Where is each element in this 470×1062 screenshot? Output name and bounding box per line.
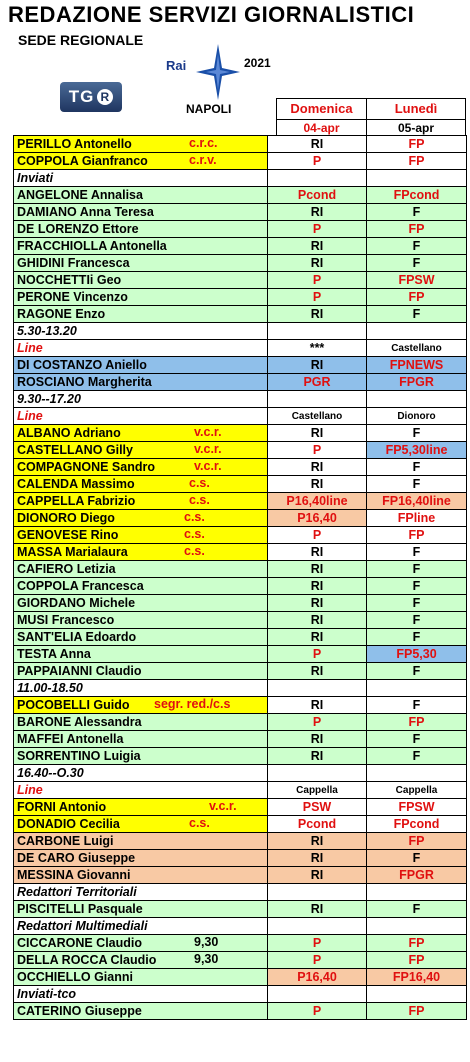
shift-cell-sunday: P	[268, 1003, 367, 1020]
staff-name: MAFFEI Antonella	[17, 731, 124, 746]
staff-name: DONADIO Cecilia	[17, 816, 120, 831]
shift-cell-sunday: P	[268, 646, 367, 663]
staff-name: FRACCHIOLLA Antonella	[17, 238, 167, 253]
staff-cell	[14, 476, 268, 493]
staff-name: OCCHIELLO Gianni	[17, 969, 133, 984]
section-title: Inviati-tco	[17, 986, 77, 1001]
shift-cell-monday: F	[367, 578, 467, 595]
shift-cell-monday: FPGR	[367, 867, 467, 884]
shift-cell-monday: FPcond	[367, 187, 467, 204]
shift-cell-monday: FP	[367, 833, 467, 850]
shift-cell-monday: FP	[367, 952, 467, 969]
shift-cell-sunday	[268, 884, 367, 901]
shift-cell-sunday: RI	[268, 136, 367, 153]
rai-logo-text: Rai	[166, 58, 187, 73]
staff-row	[14, 833, 467, 850]
staff-name: DE CARO Giuseppe	[17, 850, 136, 865]
staff-cell	[14, 544, 268, 561]
staff-cell	[14, 442, 268, 459]
staff-row	[14, 612, 467, 629]
shift-cell-sunday: P16,40line	[268, 493, 367, 510]
staff-name: COPPOLA Francesca	[17, 578, 144, 593]
shift-cell-monday: FP	[367, 1003, 467, 1020]
section-row	[14, 340, 467, 357]
day-date: 05-apr	[397, 121, 435, 135]
staff-cell	[14, 255, 268, 272]
staff-name: SORRENTINO Luigia	[17, 748, 141, 763]
staff-role: c.s.	[184, 527, 205, 541]
section-label	[14, 986, 268, 1003]
shift-cell-sunday: Cappella	[268, 782, 367, 799]
staff-cell	[14, 374, 268, 391]
section-title: Line	[17, 782, 43, 797]
staff-name: CICCARONE Claudio	[17, 935, 142, 950]
staff-row	[14, 374, 467, 391]
staff-name: PAPPAIANNI Claudio	[17, 663, 142, 678]
section-row	[14, 170, 467, 187]
day-date: 04-apr	[303, 121, 340, 135]
staff-name: COPPOLA Gianfranco	[17, 153, 148, 168]
staff-row	[14, 272, 467, 289]
staff-cell	[14, 850, 268, 867]
staff-cell	[14, 969, 268, 986]
shift-cell-monday	[367, 884, 467, 901]
shift-cell-monday: FPSW	[367, 799, 467, 816]
shift-cell-sunday: Pcond	[268, 816, 367, 833]
shift-cell-sunday: RI	[268, 306, 367, 323]
shift-cell-sunday: RI	[268, 901, 367, 918]
staff-row	[14, 493, 467, 510]
shift-cell-sunday	[268, 391, 367, 408]
staff-name: GENOVESE Rino	[17, 527, 119, 542]
shift-cell-sunday	[268, 680, 367, 697]
staff-row	[14, 527, 467, 544]
shift-cell-sunday	[268, 765, 367, 782]
shift-cell-monday	[367, 323, 467, 340]
staff-name: POCOBELLI Guido	[17, 697, 130, 712]
shift-cell-monday: Castellano	[367, 340, 467, 357]
shift-cell-sunday: RI	[268, 833, 367, 850]
shift-cell-sunday: RI	[268, 238, 367, 255]
staff-role: c.r.v.	[189, 153, 217, 167]
section-label	[14, 408, 268, 425]
day-header-2	[366, 98, 466, 136]
staff-name: CARBONE Luigi	[17, 833, 114, 848]
shift-cell-sunday: P16,40	[268, 510, 367, 527]
shift-cell-monday	[367, 391, 467, 408]
section-label	[14, 391, 268, 408]
staff-cell	[14, 561, 268, 578]
staff-cell	[14, 187, 268, 204]
shift-cell-monday: FPGR	[367, 374, 467, 391]
section-title: 9.30--17.20	[17, 391, 81, 406]
shift-cell-monday: FP	[367, 289, 467, 306]
staff-row	[14, 714, 467, 731]
section-title: Inviati	[17, 170, 54, 185]
section-label	[14, 782, 268, 799]
shift-cell-sunday: P	[268, 442, 367, 459]
section-label	[14, 918, 268, 935]
section-title: 16.40--O.30	[17, 765, 84, 780]
staff-name: SANT'ELIA Edoardo	[17, 629, 137, 644]
shift-cell-monday: FP	[367, 527, 467, 544]
shift-cell-monday: F	[367, 425, 467, 442]
shift-cell-monday: F	[367, 901, 467, 918]
staff-name: COMPAGNONE Sandro	[17, 459, 155, 474]
staff-name: CALENDA Massimo	[17, 476, 135, 491]
shift-cell-monday	[367, 918, 467, 935]
shift-cell-monday: F	[367, 544, 467, 561]
staff-cell	[14, 612, 268, 629]
staff-row	[14, 697, 467, 714]
shift-cell-monday: F	[367, 561, 467, 578]
sede-label: SEDE REGIONALE	[18, 32, 144, 48]
staff-cell	[14, 646, 268, 663]
staff-cell	[14, 221, 268, 238]
staff-row	[14, 867, 467, 884]
section-row	[14, 408, 467, 425]
staff-row	[14, 578, 467, 595]
shift-cell-monday	[367, 986, 467, 1003]
staff-role: c.s.	[184, 510, 205, 524]
staff-role: v.c.r.	[194, 425, 222, 439]
staff-cell	[14, 935, 268, 952]
staff-row	[14, 136, 467, 153]
shift-cell-sunday: RI	[268, 748, 367, 765]
staff-name: CATERINO Giuseppe	[17, 1003, 142, 1018]
staff-row	[14, 935, 467, 952]
staff-row	[14, 1003, 467, 1020]
staff-role: 9,30	[194, 952, 219, 966]
staff-row	[14, 646, 467, 663]
staff-cell	[14, 459, 268, 476]
section-row	[14, 884, 467, 901]
staff-row	[14, 357, 467, 374]
tgr-logo: TG R	[60, 82, 122, 112]
shift-cell-monday: FP5,30	[367, 646, 467, 663]
staff-cell	[14, 1003, 268, 1020]
shift-cell-sunday	[268, 918, 367, 935]
shift-cell-sunday: RI	[268, 663, 367, 680]
staff-row	[14, 561, 467, 578]
shift-cell-monday: F	[367, 255, 467, 272]
staff-cell	[14, 629, 268, 646]
staff-cell	[14, 527, 268, 544]
staff-cell	[14, 867, 268, 884]
staff-cell	[14, 306, 268, 323]
staff-name: ROSCIANO Margherita	[17, 374, 152, 389]
shift-cell-sunday: RI	[268, 459, 367, 476]
staff-name: DAMIANO Anna Teresa	[17, 204, 154, 219]
staff-name: BARONE Alessandra	[17, 714, 142, 729]
shift-cell-sunday: PGR	[268, 374, 367, 391]
shift-cell-monday: F	[367, 306, 467, 323]
staff-row	[14, 510, 467, 527]
staff-name: DELLA ROCCA Claudio	[17, 952, 157, 967]
staff-row	[14, 238, 467, 255]
shift-cell-monday	[367, 170, 467, 187]
staff-row	[14, 425, 467, 442]
section-row	[14, 391, 467, 408]
section-row	[14, 680, 467, 697]
shift-cell-sunday: RI	[268, 595, 367, 612]
staff-cell	[14, 816, 268, 833]
shift-cell-sunday: P	[268, 289, 367, 306]
shift-cell-sunday: P	[268, 527, 367, 544]
staff-name: PISCITELLI Pasquale	[17, 901, 143, 916]
staff-name: RAGONE Enzo	[17, 306, 106, 321]
shift-cell-sunday	[268, 170, 367, 187]
staff-role: c.s.	[189, 476, 210, 490]
shift-cell-sunday: RI	[268, 731, 367, 748]
staff-row	[14, 459, 467, 476]
shift-cell-sunday: RI	[268, 850, 367, 867]
shift-cell-monday: F	[367, 476, 467, 493]
day-header-1	[276, 98, 367, 136]
shift-cell-sunday: P16,40	[268, 969, 367, 986]
section-title: Redattori Territoriali	[17, 884, 137, 899]
shift-cell-sunday: RI	[268, 425, 367, 442]
shift-cell-monday: FP	[367, 153, 467, 170]
staff-cell	[14, 204, 268, 221]
shift-cell-sunday: RI	[268, 204, 367, 221]
shift-cell-monday: F	[367, 697, 467, 714]
shift-cell-monday: F	[367, 663, 467, 680]
staff-name: CAFIERO Letizia	[17, 561, 116, 576]
staff-name: DIONORO Diego	[17, 510, 115, 525]
shift-cell-monday: F	[367, 731, 467, 748]
staff-cell	[14, 714, 268, 731]
staff-cell	[14, 799, 268, 816]
shift-cell-monday: FPNEWS	[367, 357, 467, 374]
staff-name: ALBANO Adriano	[17, 425, 121, 440]
shift-cell-monday: FP	[367, 935, 467, 952]
staff-role: c.s.	[189, 816, 210, 830]
staff-row	[14, 595, 467, 612]
staff-role: segr. red./c.s	[154, 697, 231, 711]
section-title: Line	[17, 408, 43, 423]
staff-name: MUSI Francesco	[17, 612, 115, 627]
shift-cell-sunday: RI	[268, 697, 367, 714]
staff-cell	[14, 748, 268, 765]
section-title: Redattori Multimediali	[17, 918, 148, 933]
shift-cell-sunday: P	[268, 935, 367, 952]
shift-cell-monday: F	[367, 850, 467, 867]
staff-row	[14, 799, 467, 816]
staff-cell	[14, 153, 268, 170]
day-name: Domenica	[277, 99, 366, 120]
shift-cell-sunday: RI	[268, 578, 367, 595]
staff-row	[14, 629, 467, 646]
staff-name: TESTA Anna	[17, 646, 91, 661]
shift-cell-sunday: RI	[268, 544, 367, 561]
shift-cell-monday: FP	[367, 136, 467, 153]
staff-role: c.s.	[189, 493, 210, 507]
staff-cell	[14, 731, 268, 748]
document-title: REDAZIONE SERVIZI GIORNALISTICI	[8, 2, 415, 27]
staff-name: NOCCHETTIi Geo	[17, 272, 122, 287]
staff-cell	[14, 272, 268, 289]
day-name: Lunedì	[367, 99, 465, 120]
staff-row	[14, 442, 467, 459]
staff-row	[14, 969, 467, 986]
shift-cell-sunday	[268, 323, 367, 340]
section-row	[14, 765, 467, 782]
shift-cell-sunday: P	[268, 272, 367, 289]
staff-row	[14, 850, 467, 867]
shift-cell-sunday: RI	[268, 476, 367, 493]
shift-cell-sunday: RI	[268, 612, 367, 629]
shift-cell-monday: FPline	[367, 510, 467, 527]
shift-cell-sunday: PSW	[268, 799, 367, 816]
section-row	[14, 986, 467, 1003]
staff-row	[14, 476, 467, 493]
staff-cell	[14, 357, 268, 374]
staff-cell	[14, 238, 268, 255]
section-label	[14, 340, 268, 357]
section-label	[14, 170, 268, 187]
staff-cell	[14, 952, 268, 969]
shift-cell-monday: FP	[367, 221, 467, 238]
schedule-table	[13, 135, 467, 1020]
staff-cell	[14, 510, 268, 527]
section-row	[14, 782, 467, 799]
staff-name: DI COSTANZO Aniello	[17, 357, 147, 372]
staff-row	[14, 221, 467, 238]
staff-role: c.r.c.	[189, 136, 218, 150]
staff-name: CASTELLANO Gilly	[17, 442, 133, 457]
staff-row	[14, 952, 467, 969]
section-title: 11.00-18.50	[17, 680, 83, 695]
shift-cell-monday: F	[367, 238, 467, 255]
shift-cell-monday: FP16,40	[367, 969, 467, 986]
staff-cell	[14, 833, 268, 850]
staff-name: FORNI Antonio	[17, 799, 107, 814]
staff-cell	[14, 493, 268, 510]
staff-cell	[14, 136, 268, 153]
shift-cell-monday: FP	[367, 714, 467, 731]
section-label	[14, 884, 268, 901]
staff-role: 9,30	[194, 935, 219, 949]
rai-star-icon	[196, 44, 240, 100]
staff-role: c.s.	[184, 544, 205, 558]
shift-cell-sunday: P	[268, 221, 367, 238]
staff-cell	[14, 289, 268, 306]
section-label	[14, 323, 268, 340]
staff-name: MASSA Marialaura	[17, 544, 128, 559]
staff-name: CAPPELLA Fabrizio	[17, 493, 136, 508]
shift-cell-monday: FP5,30line	[367, 442, 467, 459]
shift-cell-monday: Dionoro	[367, 408, 467, 425]
staff-name: ANGELONE Annalisa	[17, 187, 143, 202]
shift-cell-monday: F	[367, 748, 467, 765]
staff-row	[14, 748, 467, 765]
staff-row	[14, 663, 467, 680]
staff-cell	[14, 697, 268, 714]
staff-row	[14, 901, 467, 918]
staff-name: MESSINA Giovanni	[17, 867, 131, 882]
staff-name: GHIDINI Francesca	[17, 255, 130, 270]
section-row	[14, 323, 467, 340]
shift-cell-monday: FPcond	[367, 816, 467, 833]
staff-cell	[14, 578, 268, 595]
year-label: 2021	[244, 56, 271, 70]
shift-cell-monday: F	[367, 204, 467, 221]
staff-row	[14, 153, 467, 170]
shift-cell-monday	[367, 765, 467, 782]
shift-cell-monday: FP16,40line	[367, 493, 467, 510]
staff-cell	[14, 663, 268, 680]
staff-name: PERONE Vincenzo	[17, 289, 128, 304]
city-label: NAPOLI	[186, 102, 232, 116]
staff-row	[14, 289, 467, 306]
shift-cell-monday	[367, 680, 467, 697]
staff-role: v.c.r.	[194, 459, 222, 473]
shift-cell-sunday: Pcond	[268, 187, 367, 204]
shift-cell-sunday: RI	[268, 561, 367, 578]
staff-row	[14, 204, 467, 221]
staff-role: v.c.r.	[209, 799, 237, 813]
shift-cell-sunday: P	[268, 952, 367, 969]
shift-cell-sunday: RI	[268, 357, 367, 374]
staff-cell	[14, 901, 268, 918]
shift-cell-sunday: RI	[268, 867, 367, 884]
staff-row	[14, 306, 467, 323]
staff-row	[14, 816, 467, 833]
shift-cell-monday: F	[367, 459, 467, 476]
shift-cell-sunday	[268, 986, 367, 1003]
shift-cell-sunday: RI	[268, 255, 367, 272]
section-row	[14, 918, 467, 935]
shift-cell-monday: F	[367, 612, 467, 629]
staff-row	[14, 187, 467, 204]
staff-row	[14, 544, 467, 561]
shift-cell-sunday: Castellano	[268, 408, 367, 425]
shift-cell-monday: Cappella	[367, 782, 467, 799]
shift-cell-monday: F	[367, 629, 467, 646]
staff-name: GIORDANO Michele	[17, 595, 136, 610]
staff-name: PERILLO Antonello	[17, 136, 132, 151]
section-label	[14, 680, 268, 697]
staff-row	[14, 731, 467, 748]
shift-cell-monday: FPSW	[367, 272, 467, 289]
staff-cell	[14, 425, 268, 442]
section-title: Line	[17, 340, 43, 355]
shift-cell-sunday: P	[268, 153, 367, 170]
staff-cell	[14, 595, 268, 612]
shift-cell-sunday: ***	[268, 340, 367, 357]
staff-role: v.c.r.	[194, 442, 222, 456]
shift-cell-sunday: RI	[268, 629, 367, 646]
shift-cell-sunday: P	[268, 714, 367, 731]
section-title: 5.30-13.20	[17, 323, 77, 338]
shift-cell-monday: F	[367, 595, 467, 612]
staff-name: DE LORENZO Ettore	[17, 221, 139, 236]
section-label	[14, 765, 268, 782]
staff-row	[14, 255, 467, 272]
